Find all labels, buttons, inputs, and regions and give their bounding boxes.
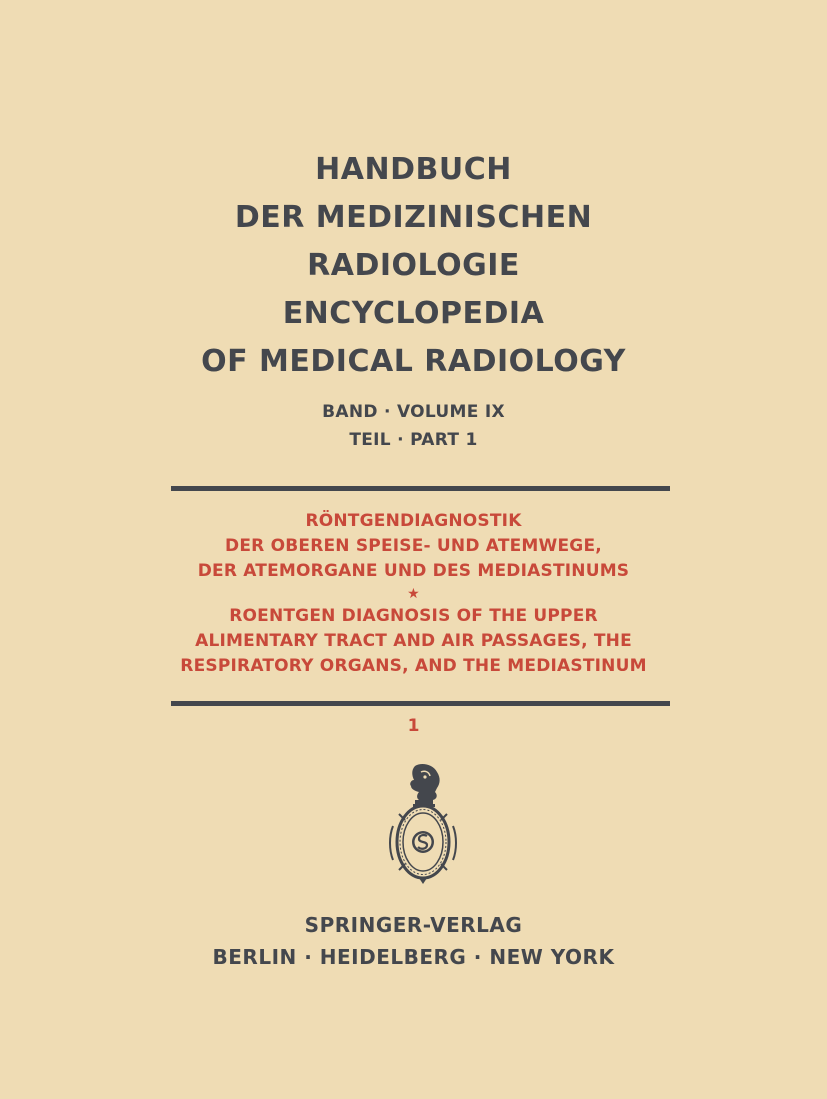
volume-label: BAND · VOLUME IX [322, 402, 505, 422]
subtitle-de-line-3: DER ATEMORGANE UND DES MEDIASTINUMS [197, 561, 630, 581]
top-divider [171, 486, 670, 491]
subtitle-en-line-1: ROENTGEN DIAGNOSIS OF THE UPPER [229, 606, 598, 626]
bottom-divider [171, 701, 670, 706]
springer-knight-logo-icon [385, 762, 461, 886]
title-line-3: RADIOLOGIE [307, 248, 520, 283]
publisher-cities: BERLIN · HEIDELBERG · NEW YORK [212, 945, 615, 969]
title-line-2: DER MEDIZINISCHEN [234, 200, 593, 235]
part-label: TEIL · PART 1 [349, 430, 478, 450]
subtitle-de-line-1: RÖNTGENDIAGNOSTIK [305, 511, 522, 531]
title-line-4: ENCYCLOPEDIA [282, 296, 545, 331]
title-line-1: HANDBUCH [315, 152, 512, 187]
part-number: 1 [407, 716, 420, 736]
star-separator-icon: ★ [407, 586, 420, 602]
subtitle-en-line-3: RESPIRATORY ORGANS, AND THE MEDIASTINUM [180, 656, 647, 676]
volume-block [0, 398, 827, 454]
title-block [0, 146, 827, 386]
subtitle-en-line-2: ALIMENTARY TRACT AND AIR PASSAGES, THE [195, 631, 632, 651]
subtitle-de-line-2: DER OBEREN SPEISE- UND ATEMWEGE, [225, 536, 602, 556]
publisher-name: SPRINGER-VERLAG [304, 913, 523, 937]
title-line-5: OF MEDICAL RADIOLOGY [201, 344, 626, 379]
publisher-block [0, 909, 827, 973]
subtitle-block [0, 509, 827, 679]
